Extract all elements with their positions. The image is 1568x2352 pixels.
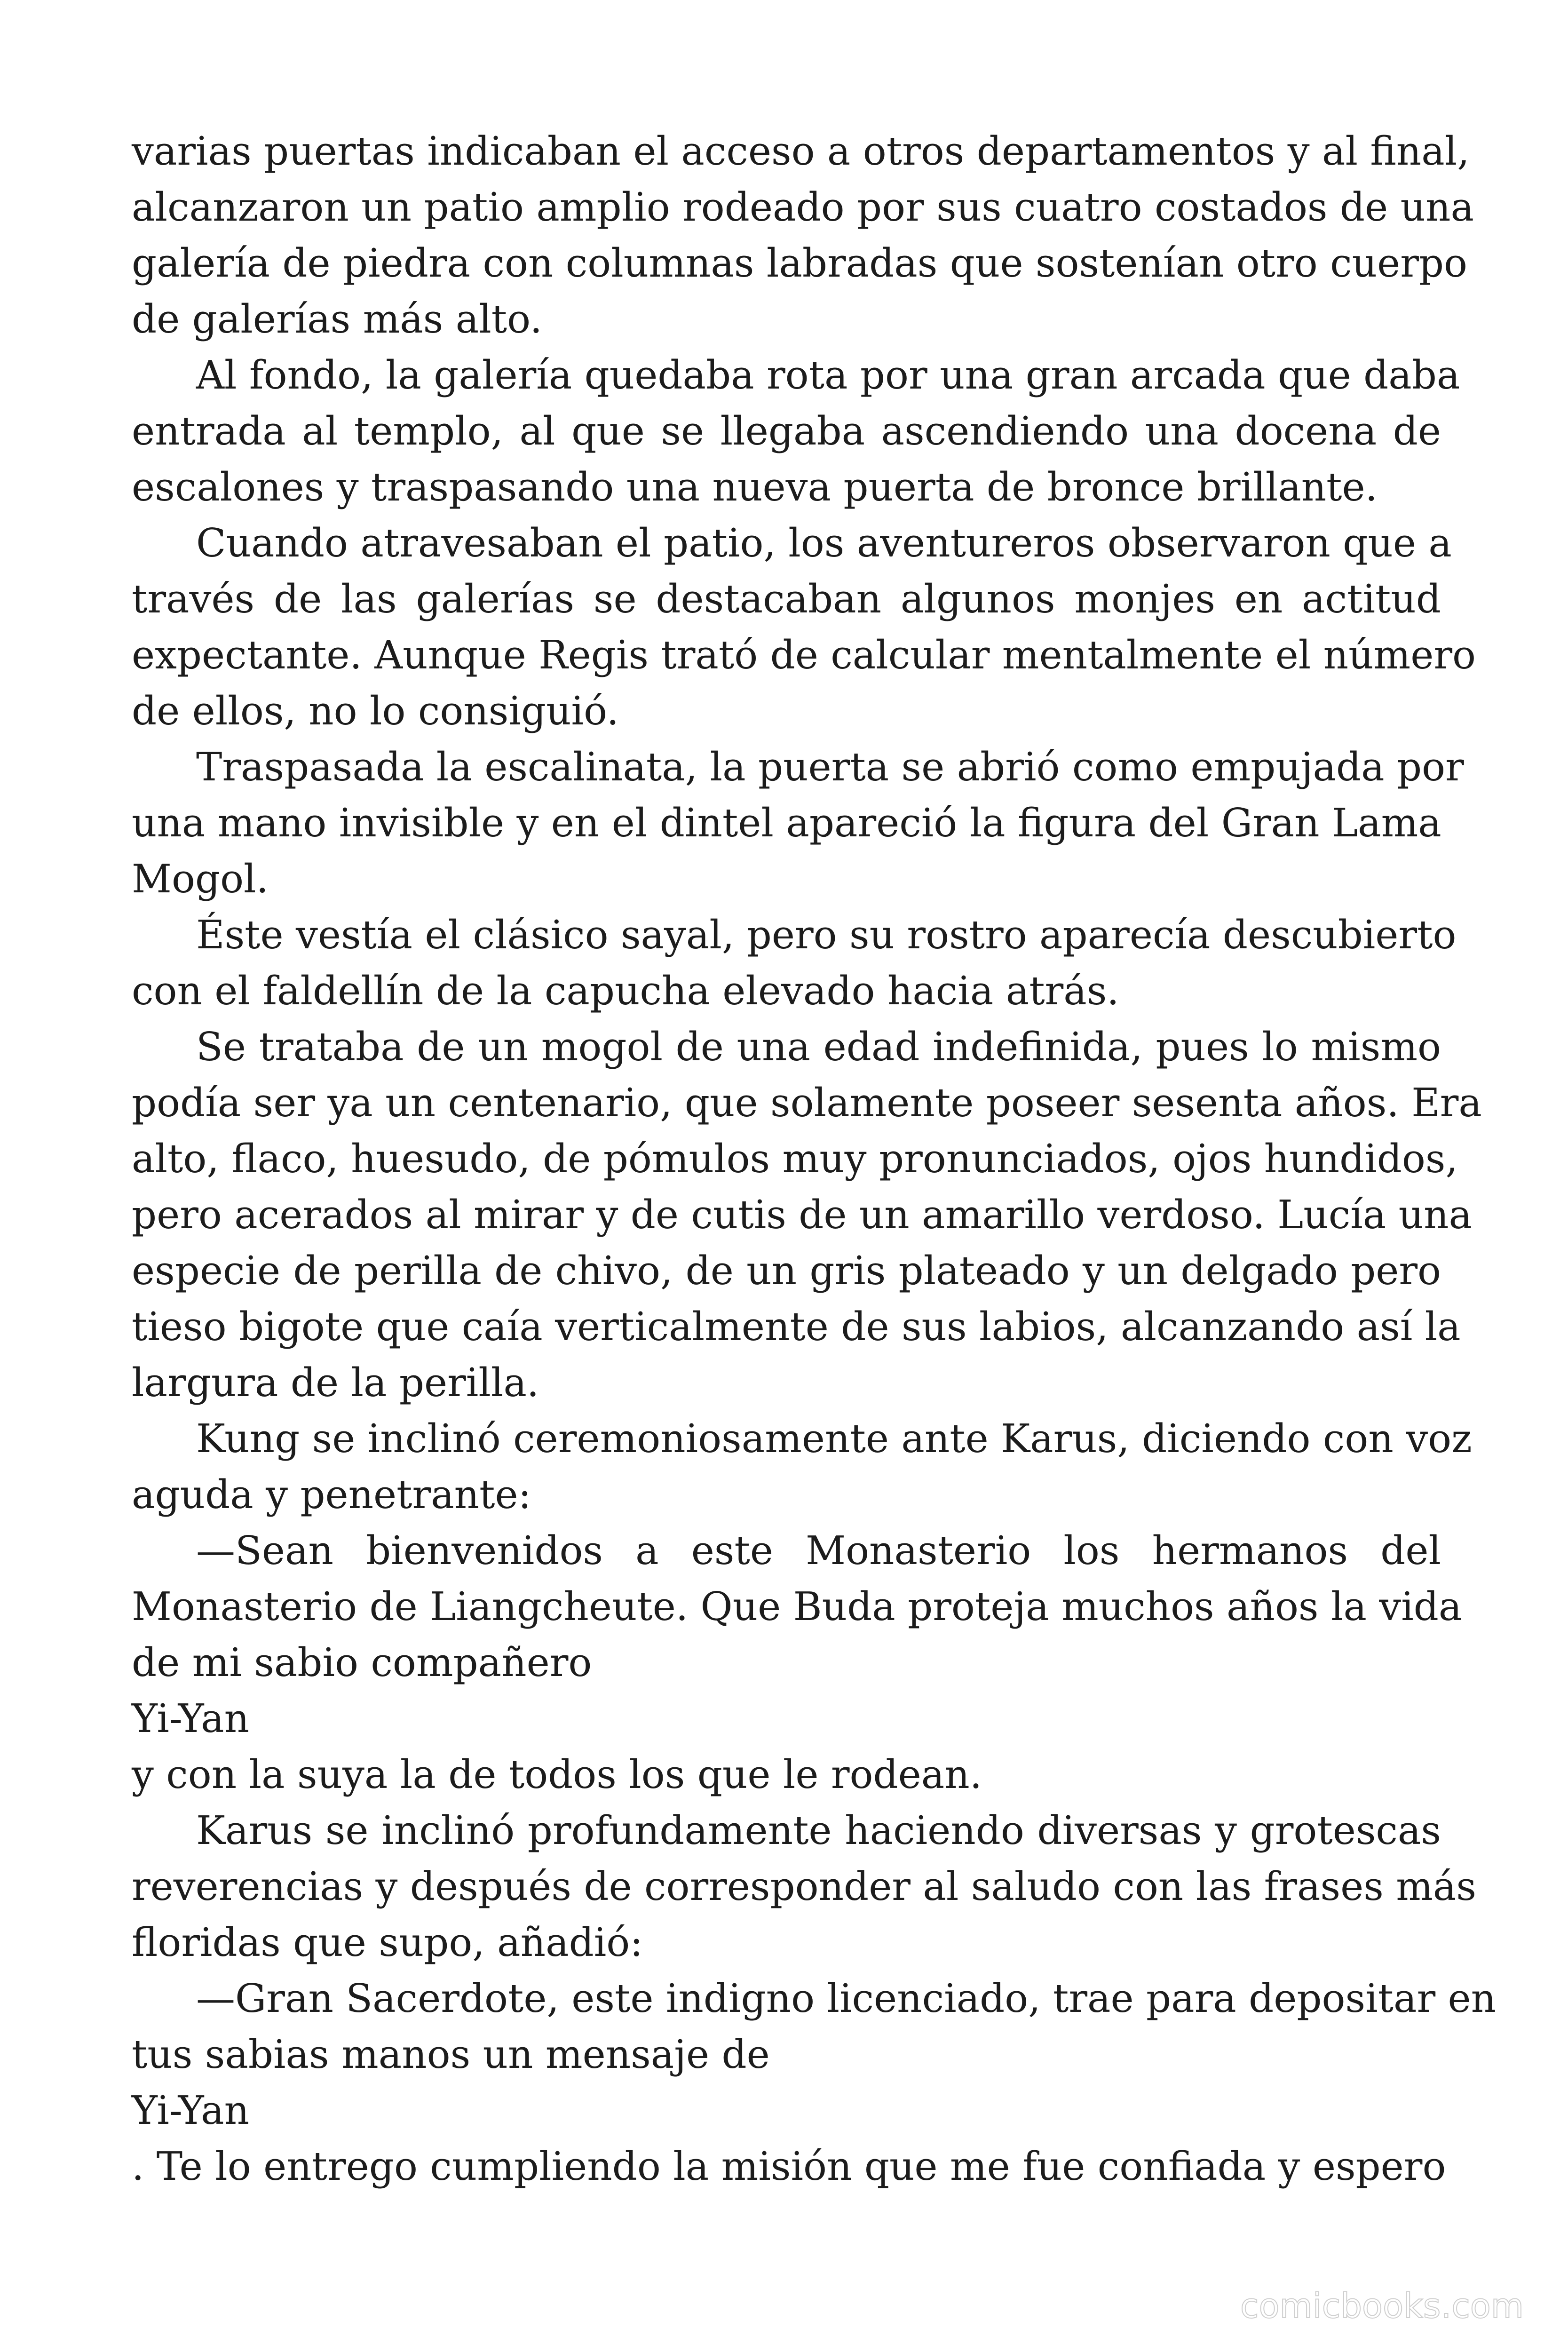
text-line: especie de perilla de chivo, de un gris plateado y un delgado pero xyxy=(132,1248,1441,1294)
text-line: Traspasada la escalinata, la puerta se abrió como empujada por xyxy=(196,744,1464,790)
text-line: podía ser ya un centenario, que solamente poseer sesenta años. Era xyxy=(132,1080,1482,1126)
text-line: aguda y penetrante: xyxy=(132,1472,531,1518)
text-line: expectante. Aunque Regis trató de calcular mentalmente el número xyxy=(132,632,1476,678)
text-line: Kung se inclinó ceremoniosamente ante Karus, diciendo con voz xyxy=(196,1416,1472,1462)
text-line: una mano invisible y en el dintel apareció la figura del Gran Lama xyxy=(132,800,1441,846)
text-line: tus sabias manos un mensaje de xyxy=(132,2032,770,2077)
text-line: entrada al templo, al que se llegaba ascendiendo una docena de xyxy=(132,408,1441,454)
text-line: Mogol. xyxy=(132,856,269,902)
watermark-text: comicbooks.com xyxy=(1240,2286,1524,2326)
text-line: Éste vestía el clásico sayal, pero su rostro aparecía descubierto xyxy=(196,912,1457,958)
text-line: Yi-Yan xyxy=(132,2088,250,2133)
book-page-text xyxy=(132,123,1497,2194)
text-line: pero acerados al mirar y de cutis de un amarillo verdoso. Lucía una xyxy=(132,1192,1473,1238)
text-line: floridas que supo, añadió: xyxy=(132,1920,643,1965)
text-line: reverencias y después de corresponder al saludo con las frases más xyxy=(132,1864,1477,1909)
text-line: tieso bigote que caía verticalmente de sus labios, alcanzando así la xyxy=(132,1304,1461,1350)
text-line: y con la suya la de todos los que le rodean. xyxy=(132,1752,982,1797)
text-line: de mi sabio compañero xyxy=(132,1640,592,1685)
text-line: Se trataba de un mogol de una edad indefinida, pues lo mismo xyxy=(196,1024,1441,1070)
text-line: Karus se inclinó profundamente haciendo diversas y grotescas xyxy=(196,1808,1441,1853)
watermark-logo xyxy=(1162,2282,1528,2329)
text-line: Cuando atravesaban el patio, los aventureros observaron que a xyxy=(196,520,1452,566)
text-line: con el faldellín de la capucha elevado hacia atrás. xyxy=(132,968,1119,1014)
text-line: . Te lo entrego cumpliendo la misión que me fue confiada y espero xyxy=(132,2144,1446,2189)
text-line: galería de piedra con columnas labradas que sostenían otro cuerpo xyxy=(132,240,1467,286)
text-line: —Gran Sacerdote, este indigno licenciado, trae para depositar en xyxy=(196,1976,1497,2021)
text-line: Monasterio de Liangcheute. Que Buda proteja muchos años la vida xyxy=(132,1584,1462,1629)
text-line: de galerías más alto. xyxy=(132,296,543,342)
text-line: alcanzaron un patio amplio rodeado por sus cuatro costados de una xyxy=(132,184,1474,230)
text-line: de ellos, no lo consiguió. xyxy=(132,688,619,734)
text-line: escalones y traspasando una nueva puerta de bronce brillante. xyxy=(132,464,1378,510)
text-line: largura de la perilla. xyxy=(132,1360,539,1406)
text-line: varias puertas indicaban el acceso a otros departamentos y al final, xyxy=(132,128,1470,174)
text-line: Yi-Yan xyxy=(132,1696,250,1741)
text-line: través de las galerías se destacaban algunos monjes en actitud xyxy=(132,576,1441,622)
text-line: Al fondo, la galería quedaba rota por una gran arcada que daba xyxy=(196,352,1460,398)
text-line: alto, flaco, huesudo, de pómulos muy pronunciados, ojos hundidos, xyxy=(132,1136,1458,1182)
text-line: —Sean bienvenidos a este Monasterio los hermanos del xyxy=(196,1528,1441,1573)
